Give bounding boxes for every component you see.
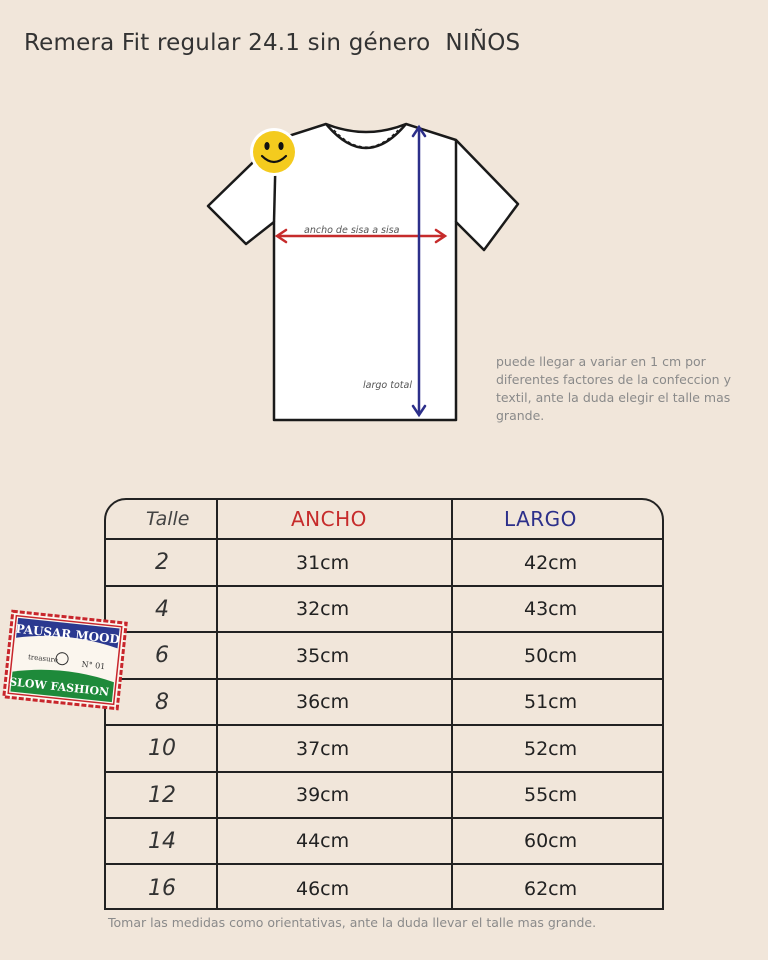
- ancho-cell: 39cm: [296, 784, 350, 806]
- largo-cell: 60cm: [524, 830, 578, 852]
- size-table: [104, 498, 664, 910]
- talle-cell: 16: [148, 876, 176, 901]
- largo-cell: 43cm: [524, 598, 578, 620]
- stamp-line2: treasure: [27, 653, 59, 665]
- tshirt-diagram: [200, 118, 520, 428]
- table-row: [106, 633, 662, 680]
- talle-cell: 4: [155, 596, 169, 622]
- talle-cell: 14: [148, 828, 176, 854]
- largo-cell: 51cm: [524, 691, 578, 713]
- brand-stamp-logo: [0, 605, 130, 715]
- table-row: [106, 819, 662, 865]
- ancho-cell: 46cm: [296, 877, 350, 900]
- table-row: [106, 540, 662, 587]
- ancho-cell: 35cm: [296, 644, 350, 667]
- header-talle: Talle: [146, 508, 190, 530]
- table-row: [106, 587, 662, 633]
- page-title: Remera Fit regular 24.1 sin género NIÑOS: [24, 30, 521, 56]
- variation-note: puede llegar a variar en 1 cm por diferentes factores de la confeccion y textil, ante la duda elegir el talle mas grande.: [496, 354, 731, 423]
- ancho-cell: 36cm: [296, 691, 350, 713]
- talle-cell: 2: [155, 550, 169, 575]
- ancho-cell: 31cm: [296, 551, 350, 574]
- talle-cell: 12: [148, 782, 176, 808]
- table-row: [106, 865, 662, 910]
- header-largo: LARGO: [504, 507, 577, 531]
- table-row: [106, 680, 662, 726]
- largo-cell: 52cm: [524, 737, 578, 760]
- stamp-line3: N° 01: [81, 659, 106, 672]
- ancho-label: ancho de sisa a sisa: [304, 225, 400, 236]
- largo-cell: 55cm: [524, 784, 578, 806]
- stamp-line4: SLOW FASHION: [8, 675, 110, 699]
- table-row: [106, 773, 662, 819]
- largo-label: largo total: [363, 380, 412, 391]
- tshirt-outline: [208, 124, 518, 420]
- table-row: [106, 726, 662, 773]
- ancho-cell: 32cm: [296, 598, 350, 620]
- table-header: [106, 500, 662, 540]
- header-ancho: ANCHO: [291, 507, 367, 531]
- smiley-icon: [250, 128, 298, 176]
- talle-cell: 8: [155, 689, 169, 715]
- talle-cell: 10: [148, 736, 176, 761]
- ancho-cell: 37cm: [296, 737, 350, 760]
- stamp-line1: PAUSAR MOOD: [14, 621, 121, 647]
- talle-cell: 6: [155, 643, 169, 668]
- largo-cell: 62cm: [524, 877, 578, 900]
- largo-cell: 42cm: [524, 551, 578, 574]
- footer-note: Tomar las medidas como orientativas, ante la duda llevar el talle mas grande.: [108, 915, 597, 930]
- largo-cell: 50cm: [524, 644, 578, 667]
- ancho-cell: 44cm: [296, 830, 350, 852]
